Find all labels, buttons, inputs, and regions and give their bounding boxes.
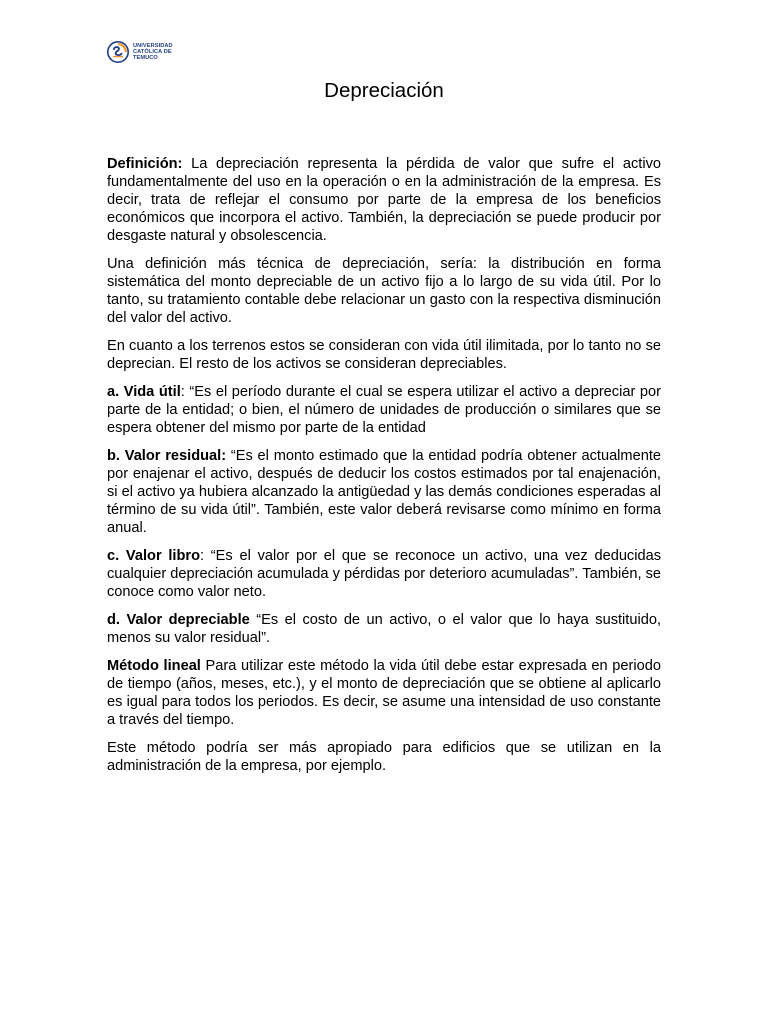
paragraph-text: Para utilizar este método la vida útil debe estar expresada en periodo de tiempo (años, meses, etc.), y el monto de depreciación que se obtiene al aplicarlo es igual para todos los periodos. Es decir, se asume una intensidad de uso constante a través del tiempo. bbox=[107, 658, 661, 728]
paragraph-text: “Es el monto estimado que la entidad podría obtener actualmente por enajenar el activo, después de deducir los costos estimados por tal enajenación, si el activo ya hubiera alcanzado la antigüedad y las demás condiciones esperadas al término de su vida útil”. También, este valor deberá revisarse como mínimo en forma anual. bbox=[107, 448, 661, 536]
document-title: Depreciación bbox=[324, 79, 444, 102]
logo-wordmark bbox=[133, 43, 173, 62]
university-logo bbox=[107, 40, 173, 64]
paragraph-definicion bbox=[107, 155, 661, 245]
university-emblem-icon bbox=[107, 41, 129, 63]
paragraph-text: “Es el costo de un activo, o el valor que lo haya sustituido, menos su valor residual”. bbox=[107, 612, 661, 646]
paragraph-valor-depreciable bbox=[107, 611, 661, 647]
paragraph-text: Este método podría ser más apropiado para edificios que se utilizan en la administración de la empresa, por ejemplo. bbox=[107, 740, 661, 774]
paragraph-term: c. Valor libro bbox=[107, 548, 200, 564]
paragraph-vida-util bbox=[107, 383, 661, 437]
paragraph-text: En cuanto a los terrenos estos se consideran con vida útil ilimitada, por lo tanto no se deprecian. El resto de los activos se consideran depreciables. bbox=[107, 338, 661, 372]
paragraph-text: La depreciación representa la pérdida de valor que sufre el activo fundamentalmente del uso en la operación o en la administración de la empresa. Es decir, trata de reflejar el consumo por parte de la empresa de los beneficios económicos que incorpora el activo. También, la depreciación se puede producir por desgaste natural y obsolescencia. bbox=[107, 156, 661, 244]
paragraph-term: a. Vida útil bbox=[107, 384, 181, 400]
paragraph-term: Definición: bbox=[107, 156, 183, 172]
logo-line: TEMUCO bbox=[133, 55, 158, 62]
paragraph-valor-libro bbox=[107, 547, 661, 601]
logo-line: UNIVERSIDAD bbox=[133, 42, 173, 49]
paragraph-valor-residual bbox=[107, 447, 661, 537]
document-body bbox=[107, 155, 661, 785]
paragraph-text: : “Es el valor por el que se reconoce un activo, una vez deducidas cualquier depreciación acumulada y pérdidas por deterioro acumuladas”. También, se conoce como valor neto. bbox=[107, 548, 661, 600]
paragraph-definicion-tecnica bbox=[107, 255, 661, 327]
paragraph-edificios bbox=[107, 739, 661, 775]
paragraph-text: Una definición más técnica de depreciación, sería: la distribución en forma sistemática del monto depreciable de un activo fijo a lo largo de su vida útil. Por lo tanto, su tratamiento contable debe relacionar un gasto con la respectiva disminución del valor del activo. bbox=[107, 256, 661, 326]
paragraph-terrenos bbox=[107, 337, 661, 373]
paragraph-text: : “Es el período durante el cual se espera utilizar el activo a depreciar por parte de la entidad; o bien, el número de unidades de producción o similares que se espera obtener del mismo por parte de la entidad bbox=[107, 384, 661, 436]
paragraph-term: d. Valor depreciable bbox=[107, 612, 250, 628]
paragraph-term: Método lineal bbox=[107, 658, 201, 674]
logo-line: CATÓLICA DE bbox=[133, 48, 172, 55]
paragraph-term: b. Valor residual: bbox=[107, 448, 227, 464]
paragraph-metodo-lineal bbox=[107, 657, 661, 729]
